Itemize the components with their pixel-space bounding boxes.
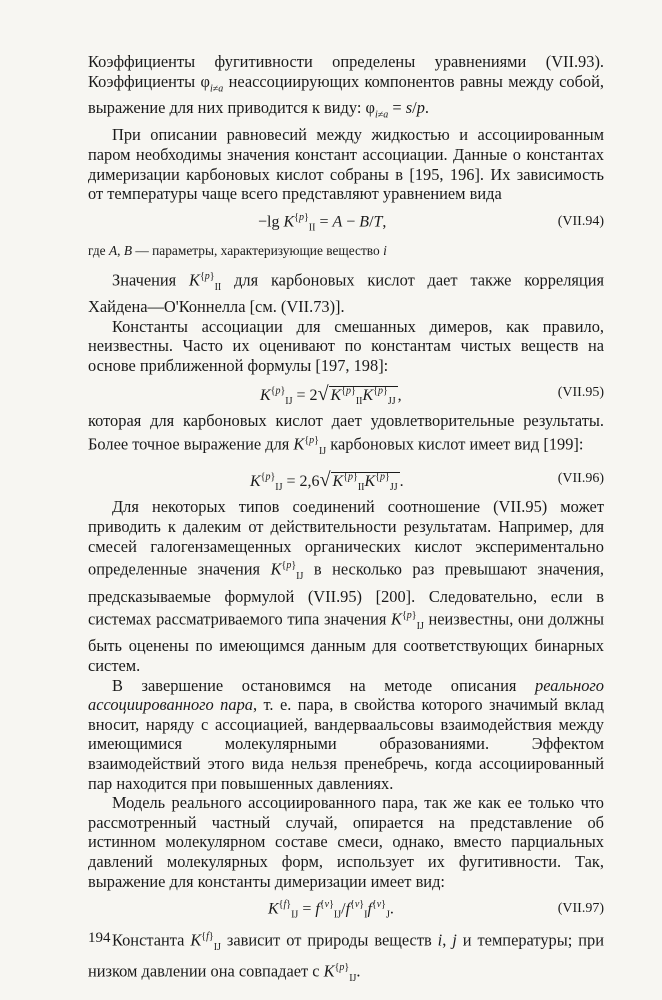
paragraph: которая для карбоновых кислот дает удовлетворительные результаты. Более точное выражение для $K^{\{p\}}_{IJ}$ карбоновых кислот имеет вид [199]: [88,411,604,457]
equation-formula: $K^{\{p\}}_{IJ} = 2√$ $K^{\{p\}}_{II}K^{\{p\}}_{JJ}$ , [260,383,402,408]
paragraph: Значения $K^{\{p\}}_{II}$ для карбоновых кислот дает также корреляция Хайдена—О'Коннелла [см. (VII.73)]. [88,270,605,317]
equation-vii-94 [88,206,604,238]
equation-number: (VII.95) [557,385,604,401]
paragraph: где A, B — параметры, характеризующие вещество i [88,242,387,258]
paragraph: Константы ассоциации для смешанных димеров, как правило, неизвестны. Часто их оценивают по константам чистых веществ на основе приближенной формулы [197, 198]: [88,316,604,375]
equation-vii-97 [88,893,604,925]
equation-formula: $K^{\{f\}}_{IJ} = f^{\{v\}}_{IJ}/f^{\{v\}}_If^{\{v\}}_J$. [268,899,394,921]
equation-formula: $K^{\{p\}}_{IJ} = 2,6√$ $K^{\{p\}}_{II}K^{\{p\}}_{JJ}$ . [250,469,404,494]
equation-formula: −lg $K^{\{p\}}_{II} = A - B/T$, [258,211,387,234]
paragraph: В завершение остановимся на методе описания реального ассоциированного пара, т. е. пара, в свойства которого значимый вклад вносит, наряду с ассоциацией, вандерваальсовы взаимодействия между имеющимися молекулярными образованиями. Эффектом взаимодействий этого вида нельзя пренебречь, когда ассоциированный пар находится при повышенных давлениях. [88,675,605,793]
equation-number: (VII.97) [557,901,604,917]
equation-vii-96 [88,463,604,495]
paragraph: Коэффициенты фугитивности определены уравнениями (VII.93). Коэффициенты $\varphi_{i\ne a}$ неассоциирующих компонентов равны между собой, выражение для них приводится к виду: $\varphi_{i\ne a} = s/p$. [88,52,604,121]
equation-number: (VII.94) [557,213,604,229]
paragraph: При описании равновесий между жидкостью и ассоциированным паром необходимы значения констант ассоциации. Данные о константах димеризации карбоновых кислот собраны в [195, 196]. Их зависимость от температуры чаще всего представляют уравнением вида [88,125,604,204]
paragraph: Для некоторых типов соединений соотношение (VII.95) может приводить к далеким от действительности результатам. Например, для смесей галогензамещенных органических кислот экспериментально определенные значения $K^{\{p\}}_{IJ}$ в несколько раз превышают значения, предсказываемые формулой (VII.95) [200]. Следовательно, если в системах рассматриваемого типа значения $K^{\{p\}}_{IJ}$ неизвестны, они должны быть оценены по имеющимся данным для соответствующих бинарных систем. [88,497,605,676]
page-number: 194 [88,930,111,946]
page-body [88,52,604,988]
paragraph: Константа $K^{\{f\}}_{IJ}$ зависит от природы веществ i, j и температуры; при низком давлении она совпадает с $K^{\{p\}}_{IJ}$. [88,930,604,984]
equation-vii-95 [88,377,604,409]
equation-number: (VII.96) [557,471,604,487]
paragraph: Модель реального ассоциированного пара, так же как ее только что рассмотренный частный случай, опирается на представление об истинном молекулярном составе смеси, однако, вместо парциальных давлений молекулярных форм, использует их фугитивности. Так, выражение для константы димеризации имеет вид: [88,793,604,891]
